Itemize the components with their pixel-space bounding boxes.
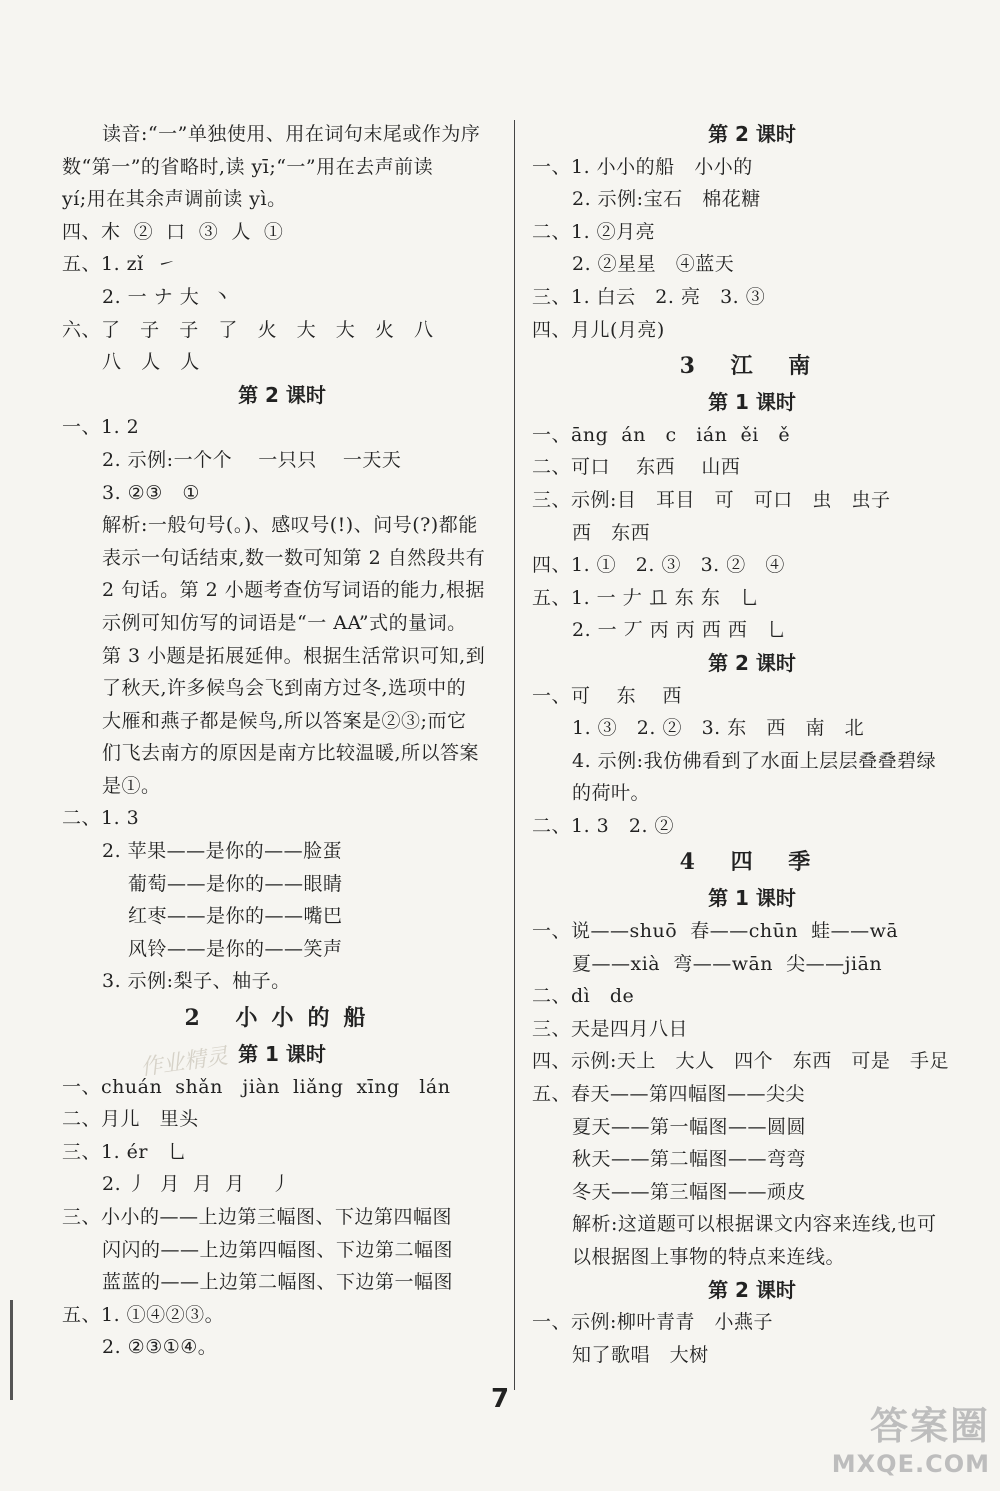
answer-line: 五、1. 一 𠂇 𠀃 东 东 乚	[532, 586, 760, 609]
answer-line: 风铃——是你的——笑声	[128, 937, 343, 960]
column-divider	[514, 120, 515, 1390]
lesson-title: 2 小小的船	[184, 1005, 380, 1032]
answer-line: 们飞去南方的原因是南方比较温暖,所以答案	[102, 742, 480, 765]
answer-line: 西 东西	[572, 521, 651, 544]
answer-line: 2 句话。第 2 小题考查仿写词语的能力,根据	[102, 579, 485, 602]
answer-line: 大雁和燕子都是候鸟,所以答案是②③;而它	[102, 709, 467, 732]
answer-line: 冬天——第三幅图——顽皮	[572, 1180, 807, 1203]
section-heading: 第 2 课时	[708, 650, 796, 675]
answer-line: 一、可 东 西	[532, 684, 682, 707]
answer-line: 2. ②星星 ④蓝天	[572, 253, 735, 276]
section-heading: 第 2 课时	[238, 382, 326, 407]
answer-line: 三、示例:目 耳目 可 可口 虫 虫子	[532, 488, 891, 511]
answer-line: 六、了 子 子 了 火 大 大 火 八	[62, 318, 434, 341]
lesson-title: 3 江 南	[679, 353, 825, 380]
answer-line: 五、1. zǐ ㇀	[62, 253, 177, 276]
answer-line: 一、说——shuō 春——chūn 蛙——wā	[532, 920, 899, 943]
answer-line: 解析:这道题可以根据课文内容来连线,也可	[572, 1213, 937, 1236]
answer-line: 四、1. ① 2. ③ 3. ② ④	[532, 554, 785, 577]
answer-line: 一、chuán shǎn jiàn liǎng xīng lán	[62, 1075, 451, 1098]
answer-line: 数“第一”的省略时,读 yī;“一”用在去声前读	[62, 155, 434, 178]
answer-line: 1. ③ 2. ② 3. 东 西 南 北	[572, 717, 865, 740]
watermark-site: MXQE.COM	[831, 1450, 990, 1478]
answer-line: 闪闪的——上边第四幅图、下边第二幅图	[102, 1238, 454, 1261]
answer-line: 夏天——第一幅图——圆圆	[572, 1115, 807, 1138]
answer-line: 表示一句话结束,数一数可知第 2 自然段共有	[102, 546, 486, 569]
answer-line: 八 人 人	[102, 351, 200, 374]
answer-line: 示例可知仿写的词语是“一 AA”式的量词。	[102, 611, 467, 634]
answer-line: 2. 示例:一个个 一只只 一天天	[102, 448, 402, 471]
answer-line: 三、1. ér 乚	[62, 1140, 188, 1163]
answer-line: 二、dì de	[532, 985, 635, 1008]
section-heading: 第 1 课时	[238, 1042, 326, 1067]
right-column	[532, 118, 972, 1371]
answer-line: yí;用在其余声调前读 yì。	[62, 188, 287, 211]
answer-line: 红枣——是你的——嘴巴	[128, 905, 343, 928]
answer-line: 是①。	[102, 774, 161, 797]
answer-line: 2. 示例:宝石 棉花糖	[572, 188, 761, 211]
answer-line: 一、āng án c ián ěi ě	[532, 423, 791, 446]
answer-line: 一、1. 小小的船 小小的	[532, 155, 753, 178]
answer-line: 四、木 ② 口 ③ 人 ①	[62, 220, 284, 243]
answer-line: 葡萄——是你的——眼睛	[128, 872, 343, 895]
section-heading: 第 1 课时	[708, 886, 796, 911]
answer-line: 四、月儿(月亮)	[532, 318, 665, 341]
answer-line: 二、月儿 里头	[62, 1108, 199, 1131]
answer-line: 2. 一 ナ 大 丶	[102, 285, 232, 308]
answer-line: 四、示例:天上 大人 四个 东西 可是 手足	[532, 1050, 949, 1073]
answer-line: 三、小小的——上边第三幅图、下边第四幅图	[62, 1206, 453, 1228]
answer-line: 了秋天,许多候鸟会飞到南方过冬,选项中的	[102, 677, 467, 700]
watermark	[750, 1395, 990, 1485]
answer-line: 秋天——第二幅图——弯弯	[572, 1148, 807, 1171]
answer-line: 一、示例:柳叶青青 小燕子	[532, 1311, 774, 1334]
answer-line: 4. 示例:我仿佛看到了水面上层层叠叠碧绿	[572, 749, 937, 772]
section-heading: 第 2 课时	[708, 122, 796, 146]
section-heading: 第 2 课时	[708, 1277, 796, 1302]
answer-line: 3. 示例:梨子、柚子。	[102, 970, 291, 993]
answer-line: 读音:“一”单独使用、用在词句末尾或作为序	[102, 123, 481, 145]
answer-line: 三、天是四月八日	[532, 1017, 689, 1040]
section-heading: 第 1 课时	[708, 390, 796, 415]
answer-line: 2. ②③①④。	[102, 1336, 218, 1359]
left-column	[62, 118, 502, 1364]
answer-line: 2. 丿 月 月 月 丿	[102, 1173, 291, 1196]
answer-line: 2. 一 丆 丙 丙 西 西 乚	[572, 619, 787, 642]
answer-line: 以根据图上事物的特点来连线。	[572, 1246, 846, 1268]
answer-line: 2. 苹果——是你的——脸蛋	[102, 840, 343, 863]
answer-line: 五、春天——第四幅图——尖尖	[532, 1083, 806, 1106]
answer-line: 蓝蓝的——上边第二幅图、下边第一幅图	[102, 1271, 454, 1294]
answer-line: 第 3 小题是拓展延伸。根据生活常识可知,到	[102, 644, 486, 667]
lesson-title: 4 四 季	[679, 849, 825, 876]
answer-line: 一、1. 2	[62, 416, 140, 439]
answer-line: 二、可口 东西 山西	[532, 456, 741, 479]
answer-line: 夏——xià 弯——wān 尖——jiān	[572, 952, 883, 975]
answer-line: 二、1. 3	[62, 807, 140, 830]
page-number: 7	[490, 1384, 510, 1414]
watermark-logo: 答案圈	[869, 1404, 990, 1448]
answer-line: 三、1. 白云 2. 亮 3. ③	[532, 285, 766, 308]
answer-line: 二、1. ②月亮	[532, 220, 656, 243]
answer-line: 解析:一般句号(。)、感叹号(!)、问号(?)都能	[102, 514, 478, 537]
answer-line: 的荷叶。	[572, 782, 651, 805]
faded-stamp: 作业精灵	[138, 1043, 230, 1081]
answer-line: 五、1. ①④②③。	[62, 1303, 225, 1326]
answer-line: 二、1. 3 2. ②	[532, 814, 675, 837]
answer-line: 3. ②③ ①	[102, 481, 200, 504]
answer-line: 知了歌唱 大树	[572, 1343, 709, 1366]
